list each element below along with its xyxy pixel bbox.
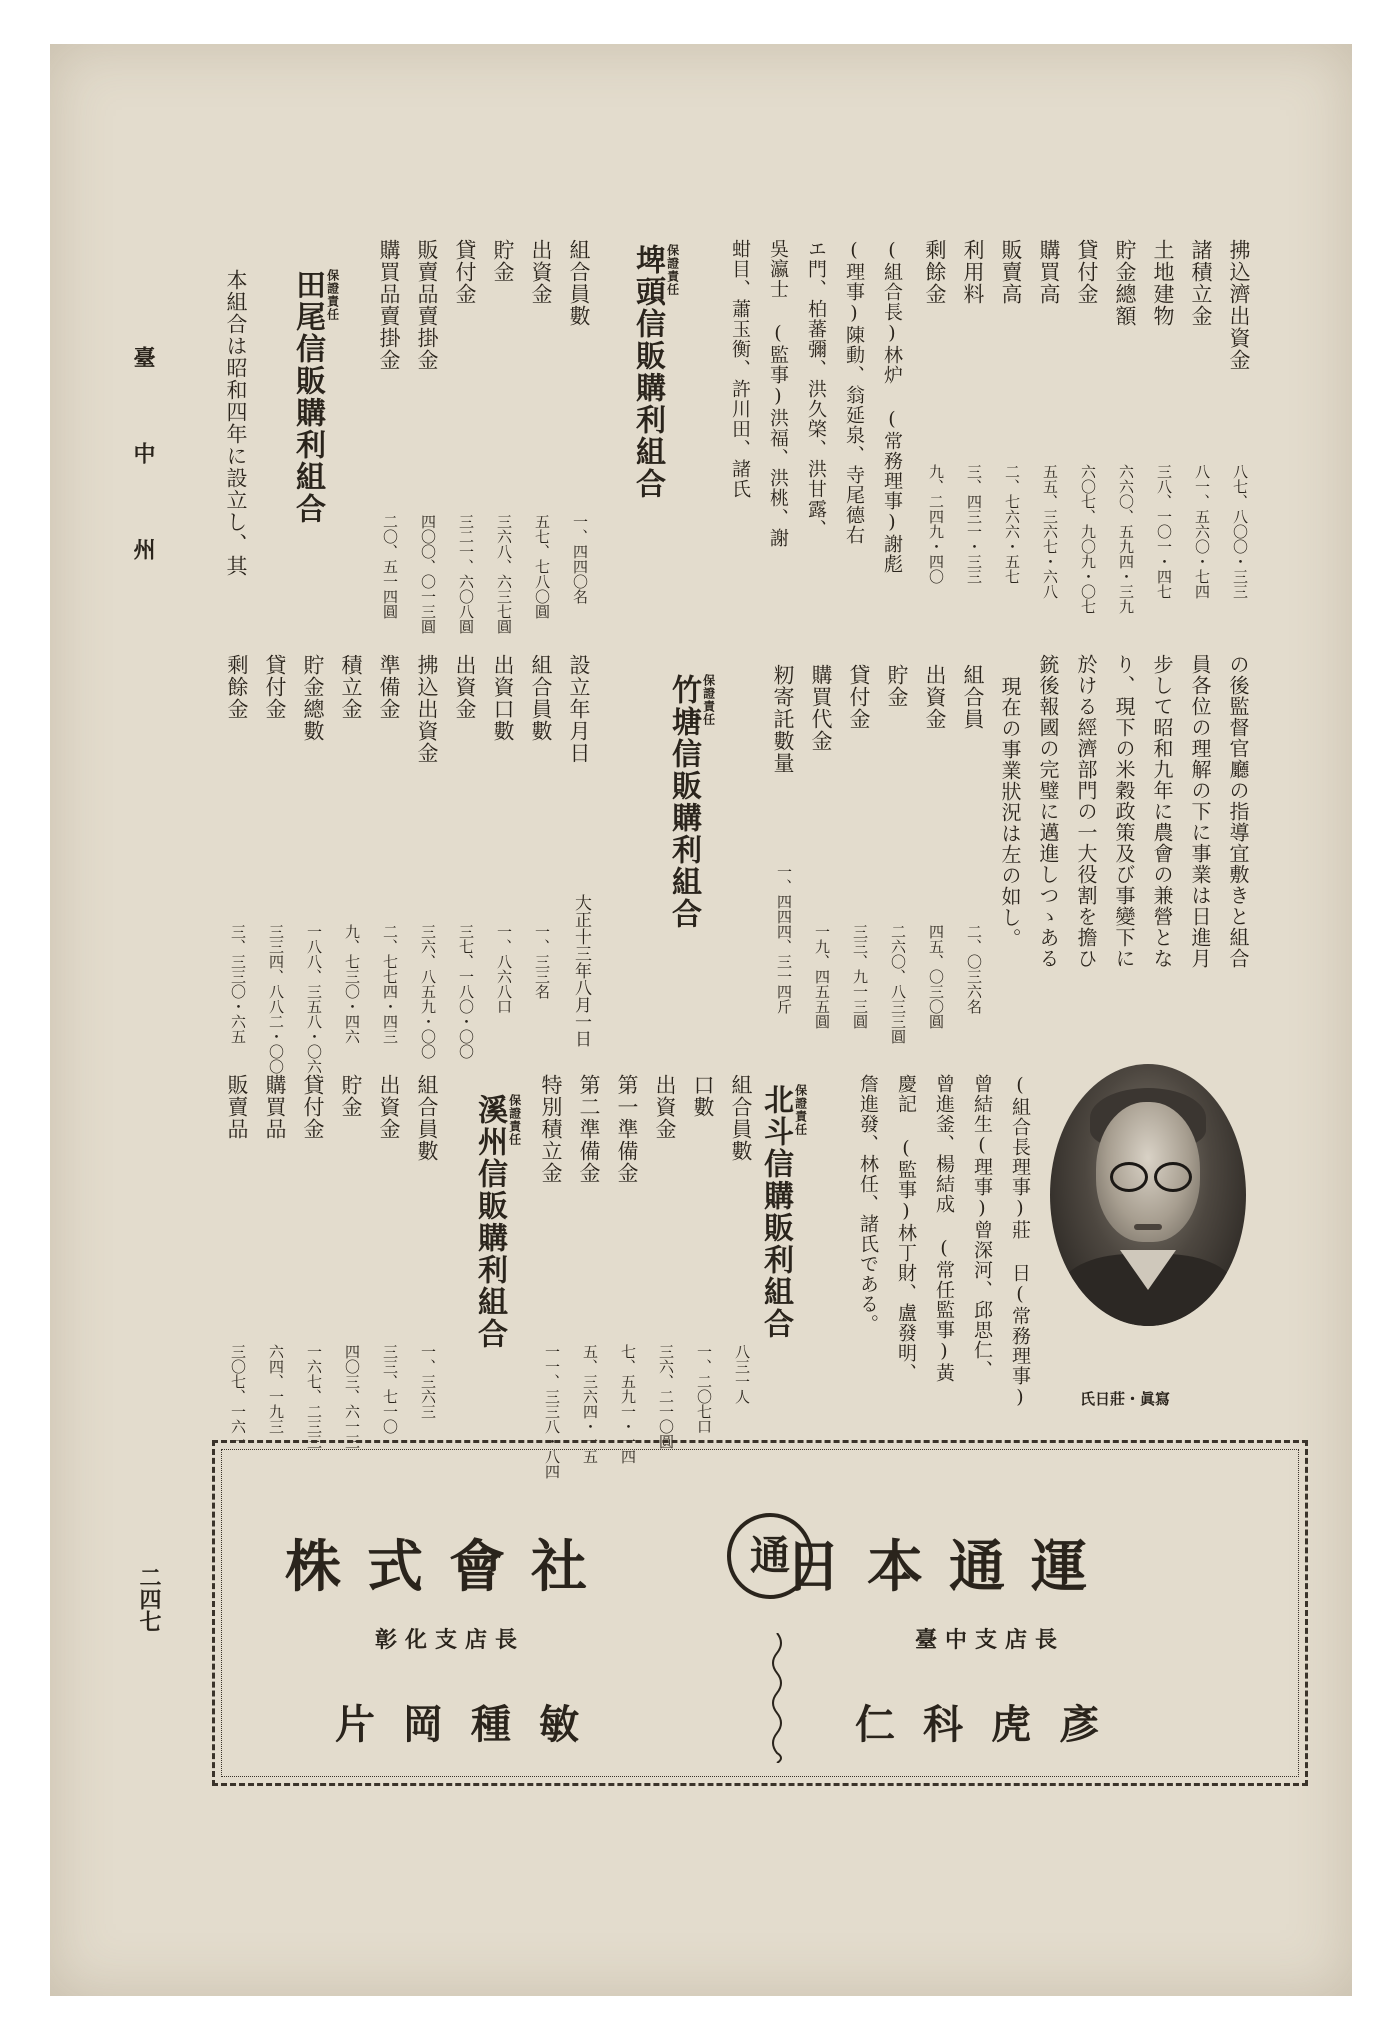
stat-label: 購買品賣掛金 xyxy=(377,239,401,371)
photo-caption: 寫眞・莊日氏 xyxy=(1080,1390,1171,1408)
stat-label: 販賣品賣掛金 xyxy=(415,239,439,371)
stat-label: 特別積立金 xyxy=(539,1074,563,1184)
stat-label: 貸付金 xyxy=(847,664,871,730)
intro-line: 員各位の理解の下に事業は日進月 xyxy=(1188,654,1212,969)
ad-branch-changhua: 彰化支店長 xyxy=(375,1627,526,1653)
stat-label: 諸積立金 xyxy=(1189,239,1213,327)
stat-label: 第二準備金 xyxy=(577,1074,601,1184)
tianwei-text: 本組合は昭和四年に設立し、其 xyxy=(224,269,248,577)
stat-value: 四〇三、六一三 xyxy=(343,1344,361,1449)
stat-value: 九、七三〇・四六 xyxy=(343,924,361,1044)
stat-label: 貸付金 xyxy=(453,239,477,305)
stat-label: 口數 xyxy=(691,1074,715,1118)
stat-label: 購買代金 xyxy=(809,664,833,752)
stat-label: 組合員數 xyxy=(729,1074,753,1162)
intro-line: の後監督官廳の指導宜敷きと組合 xyxy=(1226,654,1250,969)
stat-label: 設立年月日 xyxy=(567,654,591,764)
document-page xyxy=(50,44,1352,1996)
ad-company-type: 株式會社 xyxy=(285,1534,613,1600)
stat-value: 四〇〇、〇一三圓 xyxy=(419,514,437,634)
ad-seal-logo: 通 xyxy=(727,1513,813,1599)
stat-value: 一、四四四、三一四斤 xyxy=(775,864,793,1014)
officers-line: (組合長理事)莊 日(常務理事) xyxy=(1009,1074,1031,1409)
stat-label: 組合員數 xyxy=(529,654,553,742)
guarantee-label: 保證責任 xyxy=(325,269,340,321)
intro-line: 於ける經濟部門の一大役割を擔ひ xyxy=(1074,654,1098,969)
portrait-photo xyxy=(1050,1064,1246,1326)
guarantee-label: 保證責任 xyxy=(665,244,680,296)
intro-line: 步して昭和九年に農會の兼營とな xyxy=(1150,654,1174,969)
stat-value: 一、八六八口 xyxy=(495,924,513,1014)
stat-label: 剩餘金 xyxy=(923,239,947,305)
stat-value: 三六、八五九・〇〇 xyxy=(419,924,437,1059)
stat-label: 出資口數 xyxy=(491,654,515,742)
officers-line: 曾結生(理事)曾深河、邱思仁、 xyxy=(971,1074,993,1380)
stat-value: 一、三六三 xyxy=(419,1344,437,1419)
stat-value: 三六八、六三七圓 xyxy=(495,514,513,634)
officers-line: 蚶目、蕭玉衡、許川田、諸氏 xyxy=(729,239,751,499)
stat-label: 貯金總額 xyxy=(1113,239,1137,327)
stat-value: 六四、一九三 xyxy=(267,1344,285,1434)
tianwei-heading: 田尾信販購利組合 xyxy=(290,269,325,525)
stat-value: 一、四四〇名 xyxy=(571,514,589,604)
stat-value: 一九、四五五圓 xyxy=(813,924,831,1029)
stat-value: 三三、七一〇 xyxy=(381,1344,399,1434)
stat-label: 貸付金 xyxy=(301,1074,325,1140)
margin-region-label: 臺 中 州 xyxy=(130,346,156,584)
intro-line: り、現下の米穀政策及び事變下に xyxy=(1112,654,1136,969)
stat-value: 二、〇三六名 xyxy=(965,924,983,1014)
stat-value: 大正十三年八月一日 xyxy=(571,894,591,1047)
stat-label: 籾寄託數量 xyxy=(771,664,795,774)
stat-value: 一、二〇七口 xyxy=(695,1344,713,1434)
officers-line: (理事)陳動、翁延泉、寺尾德右 xyxy=(843,239,865,545)
stat-label: 利用料 xyxy=(961,239,985,305)
stat-label: 土地建物 xyxy=(1151,239,1175,327)
stat-label: 出資金 xyxy=(923,664,947,730)
stat-label: 貯金 xyxy=(491,239,515,283)
stat-value: 六〇七、九〇九・〇七 xyxy=(1079,464,1097,614)
stat-value: 一八八、三五八・〇六 xyxy=(305,924,323,1074)
stat-label: 貸付金 xyxy=(1075,239,1099,305)
stat-value: 二六〇、八三三圓 xyxy=(889,924,907,1044)
guarantee-label: 保證責任 xyxy=(507,1094,522,1146)
stat-value: 二、七六六・五七 xyxy=(1003,464,1021,584)
stat-label: 出資金 xyxy=(453,654,477,720)
stat-label: 販賣高 xyxy=(999,239,1023,305)
stat-label: 拂込出資金 xyxy=(415,654,439,764)
stat-label: 剩餘金 xyxy=(225,654,249,720)
divider-wavy xyxy=(767,1633,787,1763)
stat-label: 貯金 xyxy=(885,664,909,708)
stat-label: 組合員數 xyxy=(567,239,591,327)
stat-value: 三七、一八〇・〇〇 xyxy=(457,924,475,1059)
stat-value: 五、三六四・一五 xyxy=(581,1344,599,1464)
stat-label: 貯金總數 xyxy=(301,654,325,742)
stat-value: 三、四三一・三三 xyxy=(965,464,983,584)
stat-label: 準備金 xyxy=(377,654,401,720)
stat-value: 五七、七八〇圓 xyxy=(533,514,551,619)
stat-value: 五五、三六七・六八 xyxy=(1041,464,1059,599)
stat-value: 三三、九一三圓 xyxy=(851,924,869,1029)
stat-label: 出資金 xyxy=(377,1074,401,1140)
stat-value: 八三一人 xyxy=(733,1344,751,1404)
intro-line: 銃後報國の完璧に邁進しつゝある xyxy=(1036,654,1060,969)
stat-value: 七、五九一・一四 xyxy=(619,1344,637,1464)
stat-value: 三〇七、一六一 xyxy=(229,1344,247,1449)
stat-label: 購買品 xyxy=(263,1074,287,1140)
stat-label: 組合員 xyxy=(961,664,985,730)
zhutang-heading: 竹塘信販購利組合 xyxy=(666,674,701,930)
stat-value: 九、二四九・四〇 xyxy=(927,464,945,584)
stat-value: 二〇、五一四圓 xyxy=(381,514,399,619)
stat-value: 一、三三名 xyxy=(533,924,551,999)
page-number: 二四七 xyxy=(136,1566,162,1632)
officers-line: 曾進釜、楊結成 (常任監事)黃 xyxy=(933,1074,955,1383)
stat-value: 三八、一〇一・四七 xyxy=(1155,464,1173,599)
hokuto-heading: 北斗信購販利組合 xyxy=(758,1084,793,1340)
intro-line: 現在の事業狀況は左の如し。 xyxy=(998,676,1022,949)
stat-value: 一六七、二三三 xyxy=(305,1344,323,1449)
stat-value: 四五、〇三〇圓 xyxy=(927,924,945,1029)
officers-line: 詹進發、林任、諸氏である。 xyxy=(857,1074,879,1334)
stat-label: 第一準備金 xyxy=(615,1074,639,1184)
xizhou-heading: 溪州信販購利組合 xyxy=(472,1094,507,1350)
stat-label: 貸付金 xyxy=(263,654,287,720)
pitou-heading: 埤頭信販購利組合 xyxy=(630,244,665,500)
stat-label: 販賣品 xyxy=(225,1074,249,1140)
officers-line: エ門、柏蕃彌、洪久棨、洪甘露、 xyxy=(805,239,827,539)
stat-label: 拂込濟出資金 xyxy=(1227,239,1251,371)
ad-manager-changhua: 片岡種敏 xyxy=(335,1701,607,1748)
officers-line: 慶記 (監事)林丁財、盧發明、 xyxy=(895,1074,917,1383)
stat-label: 積立金 xyxy=(339,654,363,720)
stat-value: 三三四、八八二・〇〇 xyxy=(267,924,285,1074)
stat-label: 購買高 xyxy=(1037,239,1061,305)
ad-company-name: 日本通運 xyxy=(785,1534,1113,1600)
stat-value: 八七、八〇〇・三三 xyxy=(1231,464,1249,599)
officers-line: 吳瀛士 (監事)洪福、洪桃、謝 xyxy=(767,239,789,548)
ad-manager-taichung: 仁科虎彥 xyxy=(855,1701,1127,1748)
officers-line: (組合長)林炉 (常務理事)謝彪 xyxy=(881,239,903,574)
stat-value: 六六〇、五九四・三九 xyxy=(1117,464,1135,614)
stat-value: 三二一、六〇八圓 xyxy=(457,514,475,634)
stat-label: 組合員數 xyxy=(415,1074,439,1162)
guarantee-label: 保證責任 xyxy=(701,674,716,726)
stat-label: 貯金 xyxy=(339,1074,363,1118)
stat-value: 一一、三三八・八四 xyxy=(543,1344,561,1479)
advertisement-box xyxy=(212,1440,1308,1786)
stat-value: 三六、二一〇圓 xyxy=(657,1344,675,1449)
stat-value: 二、七七四・四三 xyxy=(381,924,399,1044)
stat-label: 出資金 xyxy=(529,239,553,305)
stat-label: 出資金 xyxy=(653,1074,677,1140)
stat-value: 八一、五六〇・七四 xyxy=(1193,464,1211,599)
ad-branch-taichung: 臺中支店長 xyxy=(915,1627,1066,1653)
guarantee-label: 保證責任 xyxy=(793,1084,808,1136)
stat-value: 三、三三〇・六五 xyxy=(229,924,247,1044)
